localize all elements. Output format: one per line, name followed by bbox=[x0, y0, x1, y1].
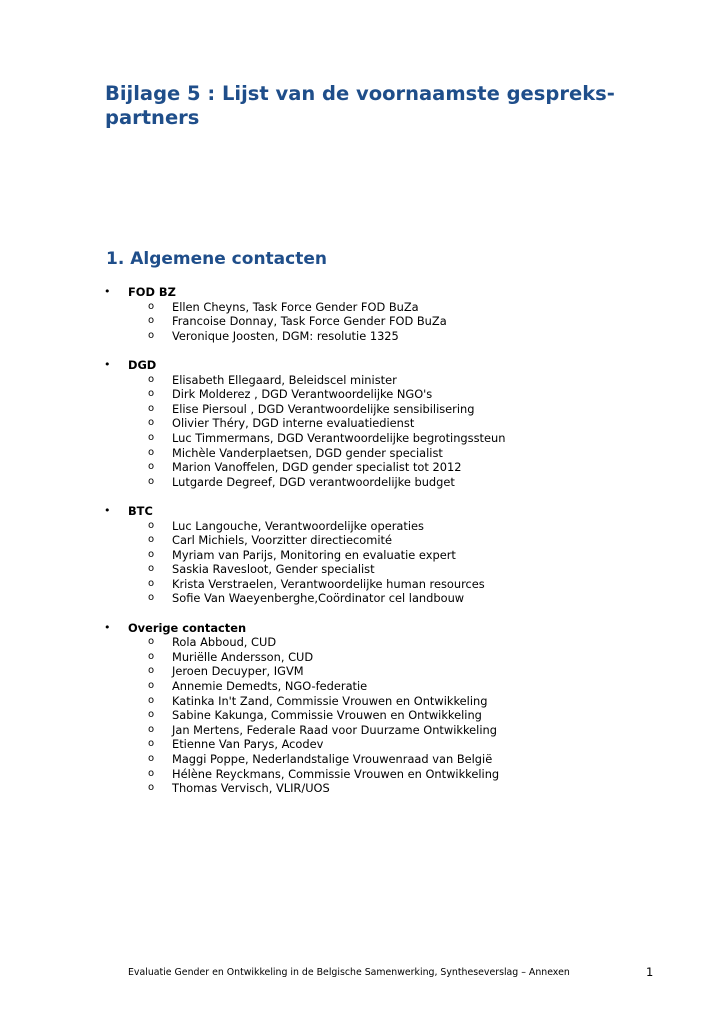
sub-bullet-icon: o bbox=[148, 782, 155, 794]
sub-bullet-icon: o bbox=[148, 417, 155, 429]
contact-entry: Muriëlle Andersson, CUD bbox=[172, 649, 314, 664]
list-item bbox=[0, 650, 724, 665]
group-heading bbox=[0, 504, 724, 519]
list-item bbox=[0, 562, 724, 577]
contact-entry: Veronique Joosten, DGM: resolutie 1325 bbox=[172, 328, 399, 343]
sub-bullet-icon: o bbox=[148, 709, 155, 721]
contact-entry: Rola Abboud, CUD bbox=[172, 635, 277, 650]
list-item bbox=[0, 314, 724, 329]
group-label: BTC bbox=[128, 503, 153, 518]
contact-entry: Maggi Poppe, Nederlandstalige Vrouwenraad van België bbox=[172, 752, 493, 766]
sub-bullet-icon: o bbox=[148, 315, 155, 327]
sub-bullet-icon: o bbox=[148, 577, 155, 589]
bullet-icon: • bbox=[104, 503, 111, 517]
group-heading bbox=[0, 285, 724, 300]
contact-entry: Katinka In't Zand, Commissie Vrouwen en Ontwikkeling bbox=[172, 693, 488, 708]
contact-group bbox=[0, 285, 724, 343]
section-heading: 1. Algemene contacten bbox=[106, 249, 327, 269]
sub-bullet-icon: o bbox=[148, 300, 155, 312]
sub-bullet-icon: o bbox=[148, 446, 155, 458]
contact-entry: Jan Mertens, Federale Raad voor Duurzame Ontwikkeling bbox=[172, 722, 497, 737]
contact-entry: Sofie Van Waeyenberghe,Coördinator cel landbouw bbox=[172, 591, 465, 606]
contact-entry: Lutgarde Degreef, DGD verantwoordelijke budget bbox=[172, 474, 455, 489]
contact-entry: Etienne Van Parys, Acodev bbox=[172, 737, 324, 752]
contact-groups-list bbox=[0, 285, 724, 810]
sub-bullet-icon: o bbox=[148, 475, 155, 487]
sub-bullet-icon: o bbox=[148, 431, 155, 443]
list-item bbox=[0, 446, 724, 461]
group-label: FOD BZ bbox=[128, 285, 176, 299]
contact-group bbox=[0, 621, 724, 796]
list-item bbox=[0, 694, 724, 709]
contact-list bbox=[0, 635, 724, 796]
list-item bbox=[0, 723, 724, 738]
contact-entry: Jeroen Decuyper, IGVM bbox=[172, 664, 304, 679]
contact-entry: Michèle Vanderplaetsen, DGD gender specialist bbox=[172, 445, 443, 460]
list-item bbox=[0, 781, 724, 796]
contact-list bbox=[0, 300, 724, 344]
bullet-icon: • bbox=[104, 357, 111, 371]
sub-bullet-icon: o bbox=[148, 767, 155, 779]
list-item bbox=[0, 533, 724, 548]
sub-bullet-icon: o bbox=[148, 373, 155, 385]
list-item bbox=[0, 548, 724, 563]
contact-entry: Luc Timmermans, DGD Verantwoordelijke begrotingssteun bbox=[172, 430, 506, 445]
bullet-icon: • bbox=[104, 620, 111, 634]
list-item bbox=[0, 300, 724, 315]
contact-entry: Francoise Donnay, Task Force Gender FOD BuZa bbox=[172, 314, 447, 329]
contact-entry: Hélène Reyckmans, Commissie Vrouwen en Ontwikkeling bbox=[172, 766, 500, 781]
group-label: Overige contacten bbox=[128, 620, 247, 635]
list-item bbox=[0, 460, 724, 475]
list-item bbox=[0, 591, 724, 606]
list-item bbox=[0, 577, 724, 592]
sub-bullet-icon: o bbox=[148, 519, 155, 531]
list-item bbox=[0, 416, 724, 431]
contact-entry: Thomas Vervisch, VLIR/UOS bbox=[172, 781, 330, 796]
list-item bbox=[0, 431, 724, 446]
list-item bbox=[0, 708, 724, 723]
sub-bullet-icon: o bbox=[148, 388, 155, 400]
sub-bullet-icon: o bbox=[148, 680, 155, 692]
sub-bullet-icon: o bbox=[148, 563, 155, 575]
contact-entry: Myriam van Parijs, Monitoring en evaluatie expert bbox=[172, 547, 456, 562]
contact-entry: Elisabeth Ellegaard, Beleidscel minister bbox=[172, 372, 397, 387]
list-item bbox=[0, 664, 724, 679]
contact-entry: Ellen Cheyns, Task Force Gender FOD BuZa bbox=[172, 299, 419, 314]
footer-text: Evaluatie Gender en Ontwikkeling in de Belgische Samenwerking, Syntheseverslag – Annexen bbox=[128, 967, 570, 978]
contact-entry: Carl Michiels, Voorzitter directiecomité bbox=[172, 533, 393, 548]
list-item bbox=[0, 752, 724, 767]
group-heading bbox=[0, 358, 724, 373]
contact-entry: Saskia Ravesloot, Gender specialist bbox=[172, 562, 375, 577]
sub-bullet-icon: o bbox=[148, 461, 155, 473]
list-item bbox=[0, 402, 724, 417]
sub-bullet-icon: o bbox=[148, 753, 155, 764]
sub-bullet-icon: o bbox=[148, 402, 155, 414]
contact-list bbox=[0, 373, 724, 490]
list-item bbox=[0, 387, 724, 402]
list-item bbox=[0, 635, 724, 650]
contact-entry: Dirk Molderez , DGD Verantwoordelijke NGO's bbox=[172, 387, 433, 402]
sub-bullet-icon: o bbox=[148, 548, 155, 560]
list-item bbox=[0, 767, 724, 782]
page-number: 1 bbox=[646, 965, 654, 979]
sub-bullet-icon: o bbox=[148, 329, 155, 341]
contact-group bbox=[0, 358, 724, 489]
sub-bullet-icon: o bbox=[148, 636, 155, 648]
group-heading bbox=[0, 621, 724, 636]
sub-bullet-icon: o bbox=[148, 738, 155, 750]
contact-entry: Elise Piersoul , DGD Verantwoordelijke sensibilisering bbox=[172, 401, 475, 416]
list-item bbox=[0, 679, 724, 694]
page-title: Bijlage 5 : Lijst van de voornaamste gespreks-partners bbox=[105, 82, 615, 129]
group-label: DGD bbox=[128, 357, 157, 372]
list-item bbox=[0, 329, 724, 344]
sub-bullet-icon: o bbox=[148, 650, 155, 662]
contact-entry: Annemie Demedts, NGO-federatie bbox=[172, 679, 368, 694]
list-item bbox=[0, 475, 724, 490]
contact-list bbox=[0, 519, 724, 607]
sub-bullet-icon: o bbox=[148, 694, 155, 706]
bullet-icon: • bbox=[104, 285, 111, 298]
sub-bullet-icon: o bbox=[148, 665, 155, 677]
contact-entry: Luc Langouche, Verantwoordelijke operaties bbox=[172, 518, 424, 533]
contact-entry: Sabine Kakunga, Commissie Vrouwen en Ontwikkeling bbox=[172, 708, 482, 723]
contact-entry: Marion Vanoffelen, DGD gender specialist tot 2012 bbox=[172, 460, 462, 475]
contact-entry: Olivier Théry, DGD interne evaluatiedienst bbox=[172, 416, 415, 431]
sub-bullet-icon: o bbox=[148, 723, 155, 735]
list-item bbox=[0, 737, 724, 752]
sub-bullet-icon: o bbox=[148, 534, 155, 546]
list-item bbox=[0, 373, 724, 388]
sub-bullet-icon: o bbox=[148, 592, 155, 604]
contact-group bbox=[0, 504, 724, 606]
contact-entry: Krista Verstraelen, Verantwoordelijke human resources bbox=[172, 576, 485, 591]
list-item bbox=[0, 519, 724, 534]
